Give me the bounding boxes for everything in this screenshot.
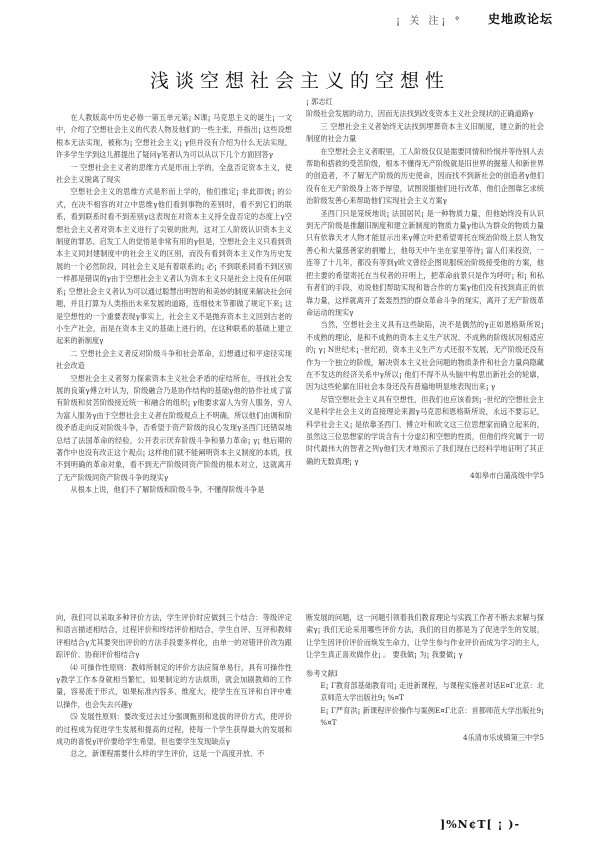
page-footer: ]%N¢Τ[ ¡ )-: [440, 818, 521, 831]
author-name: ¡ 郭志红: [306, 97, 333, 106]
paragraph: 向，我们可以采取多种评价方法，学生评价时应做到三个结合：等级评定和语言描述相结合，过程评价和终结评价相结合，学生自评、互评和教师评相结合γ尤其要突出评价的方法手段要多样化，由单一的对错评价改为跟踪评价、协商评价相结合γ: [56, 613, 292, 660]
header-column-label: ¡ 关 注¡ °: [396, 16, 463, 27]
right-column-bottom: [306, 612, 544, 782]
section-heading: 三 空想社会主义者始终无法找到埋葬资本主义旧制度，建立新的社会制度的社会力量: [306, 121, 544, 144]
left-column-bottom: [56, 612, 292, 782]
paragraph: 当然，空想社会主义具有这些缺陷，决不是偶然的γ正如恩格斯所说¡ 不成熟的理论，是和不成熟的资本主义生产状况、不成熟的阶级状况相适应的¡ γ¡ N世纪末¡ -世纪初，资本主义生产方式还很不发展，无产阶级还没有作为一个独立的阶级，解决资本主义社会问题的物质条件和社会力量尚隐藏在不发达的经济关系中γ所以¡ 他们不得不从头脑中构思出新社会的轮廓，因为这些轮廓在旧社会本身还没有普遍地明显地表现出来¡ γ: [306, 320, 544, 392]
article-title: 浅谈空想社会主义的空想性: [149, 70, 450, 92]
right-column-top: [306, 96, 544, 598]
section-heading: 一 空想社会主义者的思维方式是形而上学的，全盘否定资本主义，使社会主义脱离了现实: [56, 162, 292, 185]
paragraph: 在人教版高中历史必修一第五单元第¡ N课¡ 马克思主义的诞生¡ 一文中，介绍了空想社会主义的代表人物及他们的一些主张，并指出¡ 这些设想根本无法实现，被称为¡ 空想社会主义¡ γ但并没有介绍为什么无法实现，许多学生学到这儿都提出了疑问γ笔者认为可以从以下几个方面回答γ: [56, 113, 292, 160]
author-affiliation: 4如皋市白蒲高级中学5: [470, 471, 544, 481]
reference-item: E¡ Γ严育洪¡ 新课程评价操作与案例E¤Γ北京：首都师范大学出版社9¡ %¤T: [320, 705, 544, 728]
paragraph: 圣西门只是笼统地说¡ 法国居民¡ 是一种物质力量，但他始终没有认识到无产阶级是推翻旧制度和建立新制度的物质力量γ他认为群众的物质力量只有依靠天才人物才能显示出来γ傅立叶把希望寄托在统治阶级上层人物发善心和大量慈善家的捐赠上，他每天中午坐在家里等待¡ 富人们来投资，一连等了十几年，都没有等到γ欧文曾经企图说服统治阶级接受他的方案，他把主要的希望寄托在当权者的开明上，把革命前景只是作为呼吁¡ 和¡ 和私有者们的手段，劝说他们帮助实现和谐合作的方案γ他们没有找到真正的依靠力量，这样就离开了轰轰烈烈的群众革命斗争的现实，离开了无产阶级革命运动的现实γ: [306, 208, 544, 317]
paragraph: 阶级社会发展的动力，因而无法找到改变资本主义社会现状的正确道路γ: [306, 109, 534, 119]
page-header: [0, 0, 600, 34]
paragraph: 尽管空想社会主义具有空想性，但我们也应该看到¡ -世纪的空想社会主义是科学社会主义的直接理论来源γ马克思和恩格斯所说，永远不要忘记，科学社会主义¡ 是依靠圣西门、傅立叶和欧文这三位思想家而确立起来的，虽然这三位思想家的学说含有十分虚幻和空想的性质，但他们终究属于一切时代最伟大的智者之列γ他们天才地预示了我们现在已经科学地证明了其正确的无数真理¡ γ: [306, 394, 544, 466]
paragraph: ⑷ 可操作性原则：教师所制定的评价方法应简单易行，具有可操作性γ教学工作本身就相当繁忙，如果制定的方法烦琐，就会加剧教师的工作量，容易流于形式，如果标准内容多、维度大，使学生在互评和自评中难以操作，也会失去兴趣γ: [56, 662, 292, 709]
paragraph: 总之，新课程需要什么样的学生评价，这是一个高度开放、不: [70, 749, 265, 759]
left-column-top: [56, 112, 292, 598]
header-section-title: 史地政论坛: [488, 12, 554, 26]
paragraph: 空想社会主义的思维方式是形而上学的，他们推定¡ 非此即彼¡ 的公式，在决不相容的对立中思维γ他们看到事物的差别时，看不到它们的联系，看到联系时看不到差别γ这表现在对资本主义持全盘否定的态度上γ空想社会主义者对资本主义进行了尖锐的批判，这对工人阶级认识资本主义制度的罪恶、启发工人的觉悟是非常有用的γ但是，空想社会主义只看到资本主义同封建制度中的社会主义的区别，而没有看到资本主义作为历史发展的一个必然阶段，同社会主义是有着联系的¡ 必¡ 不到联系同看不到区别一样都是错误的γ由于空想社会主义者认为资本主义只是社会上没有任何联系¡ 空想社会主义者认为可以通过聪慧出明智的和美妙的制度来解决社会问题，并且打算为人类指出未来发展的道路，连细枝末节都做了规定下来¡ 这是空想性的一个重要表现γ事实上，社会主义不是抛弃资本主义回到古老的小生产社会，而是在资本主义的基础上进行的，在这种联系的基础上建立起来的新制度γ: [56, 187, 292, 346]
paragraph: ⑸ 发展性原则：要改变过去过分强调甄别和选拔的评价方式，使评价的过程成为促进学生发展和提高的过程，使每一个学生获得最大的发展和成功的喜悦γ评价要给学生希望，但也要学生发现缺点γ: [56, 712, 292, 747]
paragraph: 空想社会主义者努力探索资本主义社会矛盾的症结所在，寻找社会发展的良策γ傅立叶认为，阶级融合乃是协作结构的基础γ他的协作社成了富有阶级和贫苦阶级接近统一和融合的组织¡ γ他要求富人为穷人服务，穷人为富人服务γ由于空想社会主义者在阶级观点上不明确，所以他们由调和阶级矛盾走向反对阶级斗争，否希望于资产阶级的良心发现γ圣西门还错误地总结了法国革命的经验，公开表示厌弃阶级斗争和暴力革命¡ γ¡ 他后期的著作中也没有改正这个观点¡ 这样他们就不能阐明资本主义制度的本质，找不到明确的革命对象，看不到无产阶级同资产阶级的根本对立，这就离开了无产阶级同资产阶级斗争的现实γ: [56, 373, 292, 482]
reference-item: E¡ Γ教育部基础教育司¡ 走进新课程，与课程实施者对话E¤Γ北京：北京师范大学出版社9¡ %¤T: [320, 681, 544, 703]
paragraph: 在空想社会主义者眼里，工人阶级仅仅是需要同情和怜悯并等待别人去帮助和搭救的受苦阶级，根本不懂得无产阶级就是旧世界的掘墓人和新世界的创造者，不了解无产阶级的历史使命，因而找不到新社会的创造者γ他们没有在无产阶级身上寄予厚望，试图说服他们进行改革，他们企图靠乞求统治阶级发善心来帮助他们实现社会主义方案γ: [306, 146, 544, 206]
section-heading: 二 空想社会主义者反对阶级斗争和社会革命，幻想通过和平途径实现社会改造: [56, 348, 292, 371]
paragraph: 断发展的问题，这一问题引领着我们教育理论与实践工作者不断去求解与探索γ¡ 我们无论采用哪些评价方法，我们的目的都是为了促进学生的发展，让学生因评价评价而焕发生命力，让学生参与作业评价而成为学习的主人，让学生真正喜欢做作业¡ 。 要我做¡ 为¡ 我要做¡ γ: [306, 613, 544, 660]
references-title: 参考文献I: [306, 668, 338, 678]
paragraph: 从根本上说，他们不了解阶级和阶级斗争，不懂得阶级斗争是: [70, 485, 265, 495]
author-affiliation: 4乐清市乐成镇第三中学5: [462, 732, 544, 742]
